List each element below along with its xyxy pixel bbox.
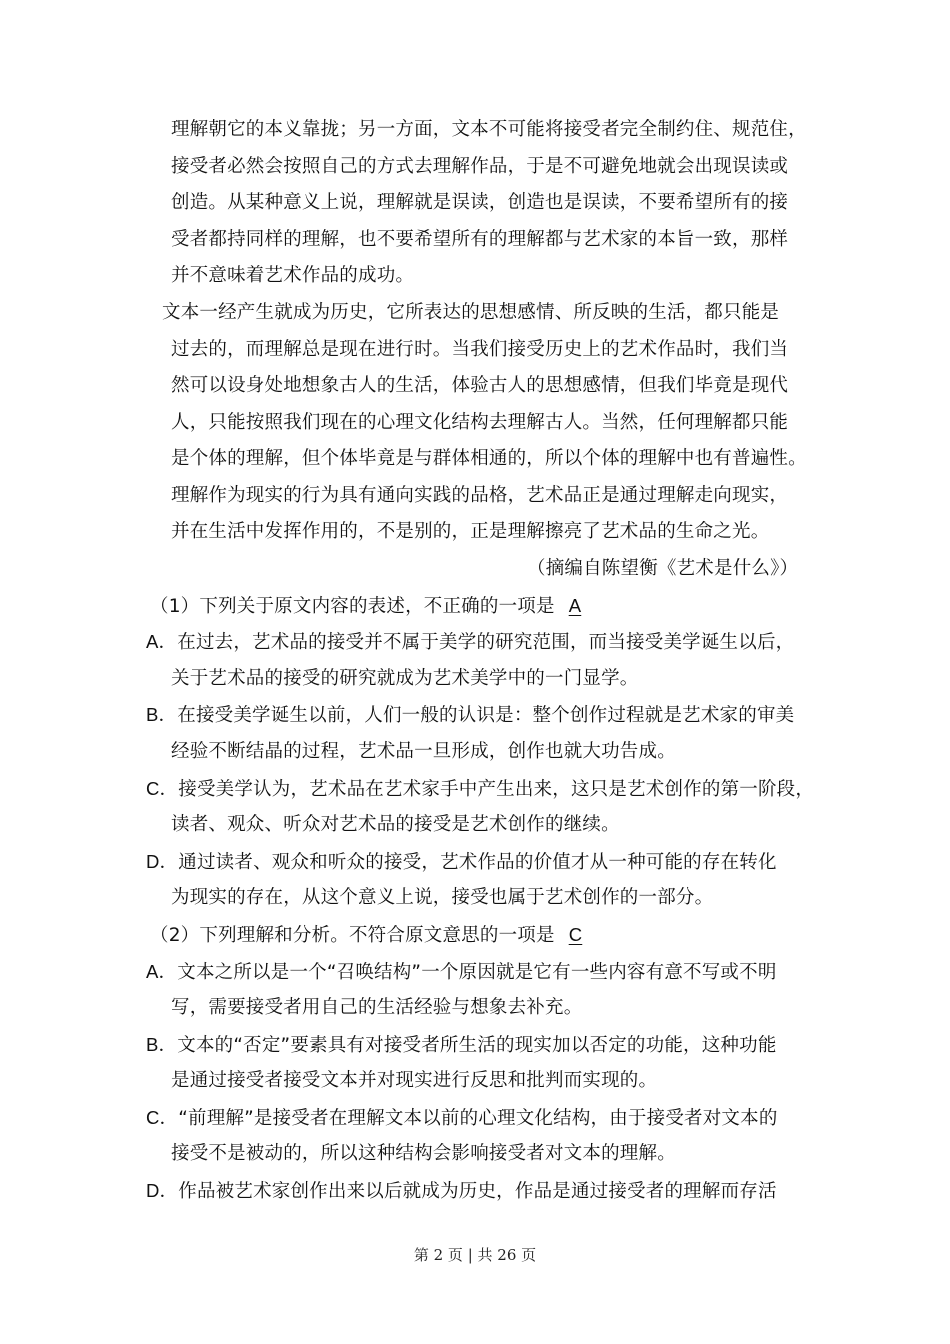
q1-option-d	[146, 850, 777, 875]
option-text: “前理解”是接受者在理解文本以前的心理文化结构，由于接受者对文本的	[178, 1108, 778, 1129]
option-text: 文本的“否定”要素具有对接受者所生活的现实加以否定的功能，这种功能	[177, 1035, 777, 1056]
option-text: 作品被艺术家创作出来以后就成为历史，作品是通过接受者的理解而存活	[178, 1181, 777, 1202]
q1-option-a	[146, 630, 794, 655]
passage-line: 文本一经产生就成为历史，它所表达的思想感情、所反映的生活，都只能是	[162, 302, 780, 323]
q2-option-a-cont: 写，需要接受者用自己的生活经验与想象去补充。	[171, 997, 583, 1018]
q2-option-b	[146, 1033, 777, 1058]
option-label: A．	[146, 631, 178, 652]
passage-line: 并不意味着艺术作品的成功。	[171, 265, 415, 286]
passage-line: 接受者必然会按照自己的方式去理解作品，于是不可避免地就会出现误读或	[171, 156, 789, 177]
q1-option-d-cont: 为现实的存在，从这个意义上说，接受也属于艺术创作的一部分。	[171, 887, 714, 908]
option-text: 接受美学认为，艺术品在艺术家手中产生出来，这只是艺术创作的第一阶段，	[178, 779, 815, 800]
passage-line: 并在生活中发挥作用的，不是别的，正是理解擦亮了艺术品的生命之光。	[171, 521, 770, 542]
option-label: B．	[146, 704, 178, 725]
question-1-text: （1）下列关于原文内容的表述，不正确的一项是	[150, 596, 555, 617]
q1-option-c-cont: 读者、观众、听众对艺术品的接受是艺术创作的继续。	[171, 814, 620, 835]
option-label: B．	[146, 1034, 178, 1055]
q1-option-a-cont: 关于艺术品的接受的研究就成为艺术美学中的一门显学。	[171, 668, 639, 689]
page-footer: 第 2 页 | 共 26 页	[413, 1246, 537, 1264]
passage-line: 理解作为现实的行为具有通向实践的品格，艺术品正是通过理解走向现实，	[171, 485, 789, 506]
passage-source: （摘编自陈望衡《艺术是什么》）	[527, 558, 799, 579]
passage-line: 过去的，而理解总是现在进行时。当我们接受历史上的艺术作品时，我们当	[171, 339, 789, 360]
q2-option-a	[146, 960, 777, 985]
option-label: A．	[146, 961, 178, 982]
question-1-answer: A	[568, 595, 582, 616]
option-text: 在过去，艺术品的接受并不属于美学的研究范围，而当接受美学诞生以后，	[177, 632, 795, 653]
option-label: D．	[146, 851, 179, 872]
option-text: 在接受美学诞生以前，人们一般的认识是：整个创作过程就是艺术家的审美	[177, 705, 795, 726]
question-2-answer: C	[568, 924, 583, 945]
passage-line: 然可以设身处地想象古人的生活，体验古人的思想感情，但我们毕竟是现代	[171, 375, 789, 396]
q1-option-b-cont: 经验不断结晶的过程，艺术品一旦形成，创作也就大功告成。	[171, 741, 676, 762]
passage-line: 受者都持同样的理解，也不要希望所有的理解都与艺术家的本旨一致，那样	[171, 229, 789, 250]
option-text: 通过读者、观众和听众的接受，艺术作品的价值才从一种可能的存在转化	[178, 852, 777, 873]
q2-option-b-cont: 是通过接受者接受文本并对现实进行反思和批判而实现的。	[171, 1070, 658, 1091]
option-label: C．	[146, 778, 179, 799]
passage-line: 人，只能按照我们现在的心理文化结构去理解古人。当然，任何理解都只能	[171, 412, 789, 433]
q2-option-d	[146, 1179, 777, 1204]
question-1-stem	[150, 594, 581, 619]
q1-option-c	[146, 777, 814, 802]
passage-line: 是个体的理解，但个体毕竟是与群体相通的，所以个体的理解中也有普遍性。	[171, 448, 807, 469]
passage-line: 创造。从某种意义上说，理解就是误读，创造也是误读，不要希望所有的接	[171, 192, 789, 213]
q2-option-c-cont: 接受不是被动的，所以这种结构会影响接受者对文本的理解。	[171, 1143, 676, 1164]
option-label: C．	[146, 1107, 179, 1128]
passage-line: 理解朝它的本义靠拢；另一方面，文本不可能将接受者完全制约住、规范住，	[171, 119, 807, 140]
option-label: D．	[146, 1180, 179, 1201]
question-2-stem	[150, 923, 582, 948]
question-2-text: （2）下列理解和分析。不符合原文意思的一项是	[150, 925, 555, 946]
q1-option-b	[146, 703, 794, 728]
option-text: 文本之所以是一个“召唤结构”一个原因就是它有一些内容有意不写或不明	[177, 962, 777, 983]
q2-option-c	[146, 1106, 778, 1131]
